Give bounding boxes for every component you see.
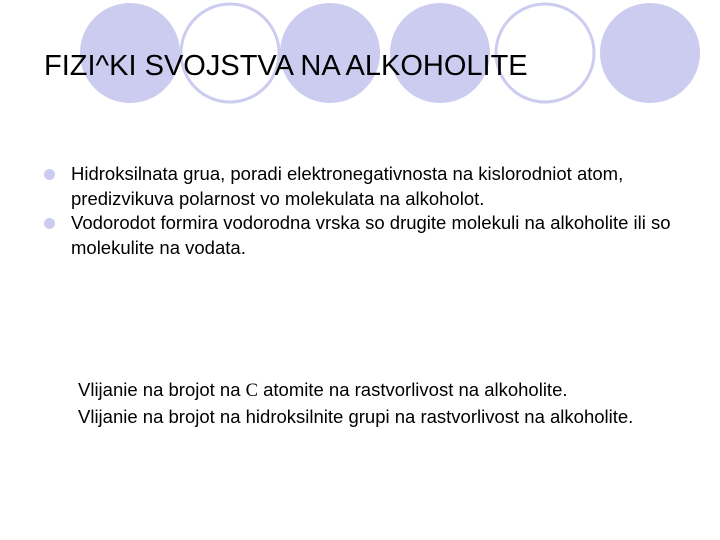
notes-block bbox=[78, 377, 703, 430]
note-line bbox=[78, 377, 703, 404]
bullet-text: Vodorodot formira vodorodna vrska so drugite molekuli na alkoholite ili so molekulite na vodata. bbox=[71, 212, 671, 258]
bullet-list bbox=[44, 162, 684, 260]
slide-title: FIZI^KI SVOJSTVA NA ALKOHOLITE bbox=[44, 50, 528, 82]
bullet-item bbox=[44, 211, 684, 260]
bullet-text: Hidroksilnata grua, poradi elektronegativnosta na kislorodniot atom, predizvikuva polarnost vo molekulata na alkoholot. bbox=[71, 163, 624, 209]
bullet-dot-icon bbox=[44, 218, 55, 229]
bullet-dot-icon bbox=[44, 169, 55, 180]
note-text: Vlijanie na brojot na bbox=[78, 379, 246, 400]
carbon-symbol: C bbox=[245, 381, 258, 401]
note-text: Vlijanie na brojot na hidroksilnite grupi na rastvorlivost na alkoholite. bbox=[78, 406, 634, 427]
note-line bbox=[78, 404, 703, 430]
bullet-item bbox=[44, 162, 684, 211]
filled-ring bbox=[600, 3, 700, 103]
note-text: atomite na rastvorlivost na alkoholite. bbox=[257, 379, 568, 400]
